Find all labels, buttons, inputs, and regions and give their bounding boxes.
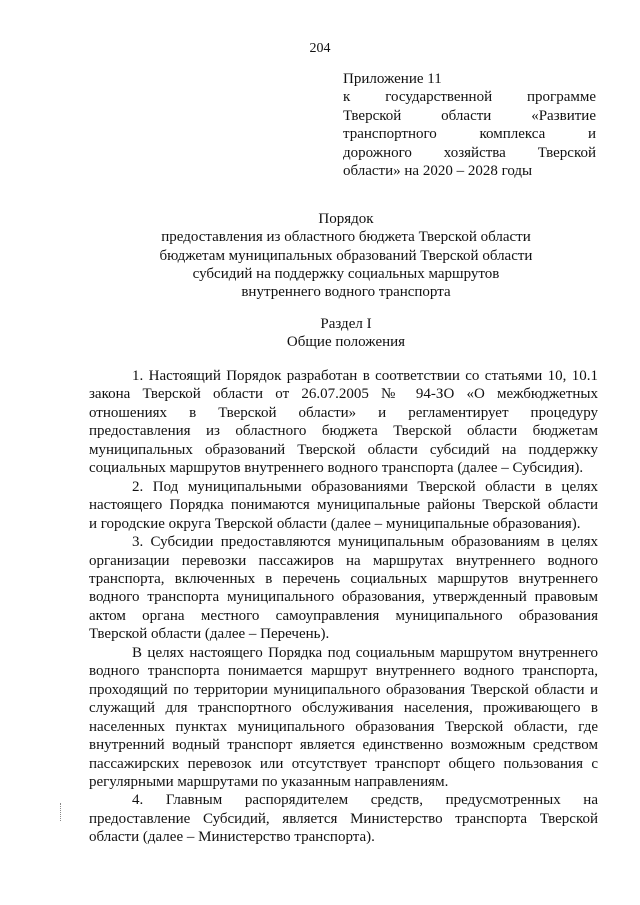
- body-line: регулярными маршрутами по указанным направлениям.: [89, 773, 449, 790]
- paragraph-3: [89, 533, 598, 644]
- body-line: внутренний водный транспорт является единственно возможным средством: [89, 737, 598, 754]
- body-line: организации перевозки пассажиров на маршрутах внутреннего водного: [89, 552, 598, 569]
- body-line: населенных пунктах муниципального образования Тверской области, где: [89, 718, 598, 735]
- appendix-line: Приложение 11: [343, 71, 442, 87]
- section-title: Общие положения: [286, 334, 406, 351]
- body-line: водного транспорта муниципального образования, утвержденный правовым: [89, 589, 598, 606]
- title-line: бюджетам муниципальных образований Тверской области: [159, 247, 533, 264]
- body-line: служащий для транспортного обслуживания населения, проживающего в: [89, 700, 598, 717]
- body-line: пассажирских перевозок или отсутствует транспорт общего пользования с: [89, 755, 598, 772]
- paragraph-4: [89, 791, 598, 846]
- document-body: [89, 367, 598, 847]
- body-line: 3. Субсидии предоставляются муниципальным образованиям в целях: [132, 534, 598, 551]
- body-line: 2. Под муниципальными образованиями Тверской области в целях: [132, 478, 598, 495]
- paragraph-2: [89, 478, 598, 533]
- section-number: Раздел I: [320, 316, 372, 332]
- document-title: [120, 210, 572, 301]
- body-line: транспорта, включенных в перечень социальных маршрутов внутреннего: [89, 570, 598, 587]
- margin-mark: [60, 803, 63, 821]
- appendix-line: Тверской области «Развитие: [343, 107, 596, 124]
- title-line: субсидий на поддержку социальных маршрутов: [192, 265, 500, 282]
- body-line: 4. Главным распорядителем средств, предусмотренных на: [132, 792, 598, 809]
- section-heading: [120, 315, 572, 352]
- body-line: социальных маршрутов внутреннего водного транспорта (далее – Субсидия).: [89, 460, 584, 477]
- appendix-line: области» на 2020 – 2028 годы: [343, 163, 533, 180]
- title-line: Порядок: [318, 211, 374, 227]
- body-line: Тверской области (далее – Перечень).: [89, 626, 330, 643]
- appendix-line: дорожного хозяйства Тверской: [343, 144, 596, 161]
- appendix-header: [343, 70, 596, 180]
- body-line: отношениях в Тверской области» и регламентирует процедуру: [89, 404, 598, 421]
- page-number: 204: [309, 41, 331, 56]
- title-line: предоставления из областного бюджета Тверской области: [161, 229, 531, 246]
- body-line: области (далее – Министерство транспорта).: [89, 829, 375, 846]
- body-line: и городские округа Тверской области (далее – муниципальные образования).: [89, 515, 581, 532]
- body-line: закона Тверской области от 26.07.2005 № 94-ЗО «О межбюджетных: [89, 386, 598, 403]
- appendix-line: к государственной программе: [343, 89, 596, 106]
- body-line: водного транспорта понимается маршрут внутреннего водного транспорта,: [89, 663, 598, 680]
- appendix-line: транспортного комплекса и: [343, 126, 596, 143]
- title-line: внутреннего водного транспорта: [241, 284, 451, 301]
- paragraph-3-definition: [89, 644, 598, 792]
- body-line: муниципальных образований Тверской области субсидий на поддержку: [89, 441, 598, 458]
- body-line: В целях настоящего Порядка под социальным маршрутом внутреннего: [132, 644, 598, 661]
- body-line: актом органа местного самоуправления муниципального образования: [89, 607, 598, 624]
- body-line: проходящий по территории муниципального образования Тверской области и: [89, 681, 598, 698]
- paragraph-1: [89, 367, 598, 478]
- body-line: 1. Настоящий Порядок разработан в соответствии со статьями 10, 10.1: [132, 368, 598, 384]
- body-line: предоставление Субсидий, является Министерство транспорта Тверской: [89, 810, 598, 827]
- body-line: настоящего Порядка понимаются муниципальные районы Тверской области: [89, 497, 598, 514]
- body-line: предоставления из областного бюджета Тверской области бюджетам: [89, 423, 598, 440]
